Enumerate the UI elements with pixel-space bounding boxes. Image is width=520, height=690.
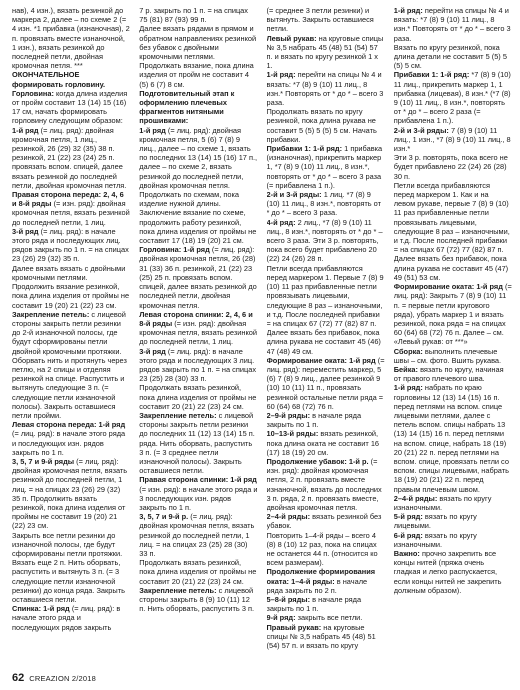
section-heading: Горловина: — [139, 245, 182, 255]
section-heading: 2–9-й ряды: — [266, 410, 311, 420]
paragraph — [139, 61, 257, 89]
paragraph-text: набрать по краю горловины 12 (13) 14 (15) 16 п. перед петлями на вспом. спице лицевыми петлями, далее с петель вспом. спицы набрать 13 (13) 14 (15) 16 п. перед петлями на вспом. спице, набрать 18 (19) 20 (21) 22 п. перед петлями на вспом. спице, провязать петли со вспом. спицы лицевыми, набрать 18 (19) 20 (21) 22 п. перед правым плечевым швом. — [393, 383, 509, 494]
section-heading: 1-й ряд: — [266, 70, 296, 80]
paragraph — [394, 549, 512, 595]
paragraph — [267, 567, 385, 595]
paragraph-text: Продолжать вязать по кругу резинкой, пока длина рукава не составит 5 (5) 5 (5) 5 см. Начать прибавки. — [266, 107, 377, 144]
paragraph — [394, 347, 512, 365]
paragraph-text: нав), 4 изн.), вязать резинкой до маркера 2, далее – по схеме 2 (= 4 изн. *1 прибавка (изнаночная), 2 п. провязать вместе изнаночной, 1 изн.), вязать резинкой до последней петли, двойная кромочная петля. *** — [12, 6, 130, 71]
paragraph-text: Далее вязать рядами в прямом и обратном направлениях резинкой без убавок с двойными кромочными петлями. — [139, 24, 257, 62]
section-heading: 9-й ряд: — [266, 613, 296, 623]
section-heading: Формирование оката: — [266, 355, 348, 365]
paragraph — [394, 181, 512, 255]
paragraph — [12, 531, 130, 605]
section-heading: 1-й ряд: — [440, 70, 470, 80]
text-column-3 — [267, 6, 385, 666]
paragraph — [139, 558, 257, 586]
paragraph-text: вязать по кругу лицевыми. — [393, 512, 477, 531]
paragraph — [267, 190, 385, 218]
section-heading: Закрепление петель: — [139, 585, 217, 595]
paragraph-text: Повторить 1–4-й ряды – всего 4 (8) 8 (10) 12 раз, пока на спицах не останется 44 п. (относится ко всем размерам). — [266, 530, 378, 568]
section-heading: 2, 4, 6 и 8-й ряды — [139, 309, 253, 328]
paragraph-text: (= лиц. ряд): двойная кромочная петля, 5 (6) 7 (8) 9 лиц., далее – по схеме 1, вязать по последних 13 (14) 15 (16) 17 п., далее – по схеме 2, вязать резинкой до последней петли, двойная кромочная петля. — [139, 125, 258, 190]
section-heading: 2, 4, 6 и 8-й ряды — [12, 190, 124, 209]
paragraph-text: Петли всегда прибавляются перед маркером 1. Как и на левом рукаве, первые 7 (8) 9 (10) 11 раз прибавленные петли провязывать лицевыми, следующие 8 раз – изнаночными, и т.д. После последней прибавки = на спицах 67 (72) 77 (82) 87 п. — [393, 180, 510, 255]
paragraph — [267, 144, 385, 190]
paragraph — [12, 227, 130, 264]
paragraph — [139, 24, 257, 61]
paragraph — [12, 6, 130, 70]
paragraph — [394, 383, 512, 493]
paragraph-text: Петли всегда прибавляются перед маркером 1. Первые 7 (8) 9 (10) 11 раз прибавленные петли провязывать лицевыми, следующие 8 раз – изнаночными, и т.д. После последней прибавки = на спицах 67 (72) 77 (82) 87 п. — [266, 263, 384, 328]
section-heading: Формирование оката: — [393, 282, 475, 292]
paragraph-text: вязать по кругу изнаночными. — [393, 493, 492, 512]
paragraph-text: в начале ряда закрыть по 2 п. — [266, 576, 368, 595]
paragraph-text: когда длина изделия от пройм составит 13 (14) 15 (16) 17 см, начать формировать горловину следующим образом: — [12, 88, 128, 126]
paragraph-text: (= лиц. ряд): в начале этого ряда и последующих лиц. рядов закрыть по 1 п. = на спицах 23 (26) 29 (32) 35 п. — [12, 226, 129, 264]
paragraph-text: (= изн. ряд): в начале этого ряда и 3 последующих изн. рядов закрыть по 1 п. — [139, 484, 258, 512]
paragraph-text: (= лиц. ряд): двойная кромочная петля, вязать резинкой до последней петли, 1 лиц. = на спицах 23 (26) 29 (32) 35 п. Продолжить вязать резинкой, пока длина изделия от проймы не составит 19 (20) 21 (22) 23 см. — [12, 456, 128, 531]
text-column-1 — [12, 6, 130, 666]
paragraph-text: (= лиц. ряд): в начале этого ряда и последующих 3 лиц. рядов закрыть по 1 п. = на спицах 23 (25) 28 (30) 33 п. — [139, 346, 257, 384]
paragraph — [12, 420, 130, 457]
paragraph-text: 7 (8) 9 (10) 11 лиц., 1 изн., *7 (8) 9 (10) 11 лиц., 8 изн.* — [393, 125, 511, 154]
section-heading: 3, 5, 7 и 9-й ряды — [12, 456, 75, 466]
section-heading: Спинка: — [12, 604, 42, 614]
paragraph — [394, 512, 512, 530]
paragraph-text: (= изн. ряд): двойная кромочная петля, вязать резинкой до последней петли, 1 лиц. — [12, 199, 130, 227]
paragraph — [267, 531, 385, 568]
paragraph-text: 7 р. закрыть по 1 п. = на спицах 75 (81) 87 (93) 99 п. — [139, 6, 248, 25]
text-column-2 — [139, 6, 257, 666]
paragraph — [139, 89, 257, 126]
paragraph-text: Эти 3 р. повторять, пока всего не будет прибавлено 22 (24) 26 (28) 30 п. — [393, 153, 508, 181]
section-heading: 2–4-й ряды: — [266, 512, 311, 522]
paragraph — [267, 70, 385, 107]
section-heading: Продолжение убавок: — [266, 456, 347, 466]
paragraph-text: (= лиц. ряд): переместить маркер, 5 (6) 7 (8) 9 лиц., далее резинкой 9 (10) 10 (11) 11 п., провязать резинкой остальные петли ряда = 60 (64) 68 (72) 76 п. — [266, 355, 385, 411]
paragraph — [267, 34, 385, 71]
paragraph — [394, 494, 512, 512]
paragraph — [12, 70, 130, 88]
paragraph — [12, 190, 130, 227]
paragraph-text: (= лиц. ряд): двойная кромочная петля, вязать резинкой до последней петли, 1 лиц. = на спицах 23 (25) 28 (30) 33 п. — [139, 512, 255, 558]
paragraph — [139, 411, 257, 475]
paragraph — [394, 43, 512, 71]
section-heading: Прибавки 1: — [266, 144, 311, 154]
paragraph-text: вязать резинкой, пока длина оката не составит 16 (17) 18 (19) 20 см. — [266, 429, 380, 457]
paragraph-text: закрыть все петли. — [297, 613, 363, 623]
paragraph — [394, 531, 512, 549]
paragraph-text: с лицевой стороны закрыть 8 (9) 10 (11) 12 п. Нить оборвать, распустить 3 п. — [139, 585, 255, 614]
section-heading: 2–4-й ряды: — [393, 493, 438, 503]
paragraph-text: Заключение вязание по схеме, продолжить работу резинкой, пока длина изделия от проймы не составит 17 (18) 19 (20) 21 см. — [139, 208, 257, 246]
paragraph — [139, 190, 257, 208]
paragraph-text: перейти на спицы № 4 и вязать: *7 (8) 9 (10) 11 лиц., 8 изн.* Повторять от * до * – всего 3 раза. — [266, 70, 384, 108]
section-heading: 1-й ряд — [349, 355, 376, 365]
section-heading: 3, 5, 7 и 9-й р. — [139, 512, 189, 522]
paragraph-text: выполнить плечевые швы – см. фото. Вшить рукава. — [393, 346, 502, 365]
paragraph — [12, 310, 130, 420]
paragraph — [267, 623, 385, 651]
paragraph-text: с лицевой стороны закрыть петли резинки до 2-й изнаночной полосы, где будут сформированы петли двойной кромочными протяжки. Оборвать нить и протянуть через петлю, на 2 спицы и отделяя резинкой на спице. Распустить и вытянуть следующие 3 п. (= следующие петли изнаночной полосы). Закрыть оставшиеся петли пройми. — [12, 309, 127, 420]
paragraph — [394, 282, 512, 346]
paragraph-text: *7 (8) 9 (10) 11 лиц., прикрепить маркер 1, 1 прибавка (лицевая), 8 изн.* (*7 (8) 9 (10) 11 лиц., 8 изн.*, повторять от * до * – всего 2 раза (= прибавлена 1 п.). — [393, 70, 511, 126]
paragraph-text: Продолжать вязать резинкой, пока длина изделия от проймы не составит 20 (21) 22 (23) 24 см. — [139, 383, 257, 411]
paragraph — [267, 613, 385, 622]
paragraph-text: вязать резинкой без убавок. — [266, 512, 382, 531]
paragraph-text: (= лиц. ряд): в начале этого ряда и последующих рядов закрыть — [12, 604, 121, 632]
section-heading: 1-й ряд — [98, 420, 126, 430]
paragraph-text: (= среднее 3 петли резинки) и вытянуть. Закрыть оставшиеся петли. — [266, 6, 374, 34]
paragraph — [267, 457, 385, 512]
paragraph-text: Далее вязать без прибавок, пока длина рукава не составит 45 (46) 47 (48) 49 см. — [266, 328, 381, 356]
section-heading: Левая сторона переда: — [12, 420, 97, 430]
paragraph — [267, 328, 385, 356]
paragraph — [12, 457, 130, 531]
section-heading: 6-й ряд: — [393, 530, 423, 540]
paragraph — [267, 107, 385, 144]
section-heading: 1-й ряд — [139, 125, 166, 135]
paragraph — [139, 245, 257, 309]
paragraph-text: на круговые спицы № 3,5 набрать 45 (48) 51 (54) 57 п. и вязать по кругу — [266, 622, 376, 651]
paragraph-text: вязать по кругу, начиная от правого плечевого шва. — [393, 364, 504, 384]
section-heading: 1-й ряд — [12, 125, 39, 135]
paragraph-text: с лицевой стороны закрыть петли резинки до последних 11 (12) 13 (14) 15 п. ряда. Нить оборвать, распустить 3 п. (= 3 среднее петли изнаночной полосы). Закрыть оставшиеся петли. — [139, 410, 255, 476]
section-heading: 2-й и 3-й ряды: — [266, 190, 322, 200]
section-heading: 3-й ряд — [12, 226, 39, 236]
section-heading: Важно: — [393, 548, 420, 558]
magazine-issue: CREAZION 2/2018 — [29, 674, 97, 683]
paragraph — [12, 89, 130, 126]
paragraph — [139, 512, 257, 558]
paragraph-text: Вязать по кругу резинкой, пока длина детали не составит 5 (5) 5 (5) 5 см. — [393, 42, 507, 71]
page-footer — [12, 672, 96, 684]
paragraph — [12, 264, 130, 310]
paragraph — [139, 310, 257, 347]
block-heading: ОКОНЧАТЕЛЬНОЕ формировать горловину. — [12, 70, 106, 89]
paragraph-text: на круговые спицы № 3,5 набрать 45 (48) 51 (54) 57 п. и вязать по кругу резинкой 1 х 1. — [266, 33, 384, 71]
paragraph — [267, 356, 385, 411]
section-heading: Левая сторона спинки: — [139, 309, 224, 319]
section-heading: Левый рукав: — [266, 33, 317, 43]
paragraph — [267, 218, 385, 264]
section-heading: Бейка: — [393, 364, 418, 374]
section-heading: 1-й ряд — [43, 604, 70, 614]
paragraph — [267, 6, 385, 34]
paragraph-text: 2 лиц., *7 (8) 9 (10) 11 лиц., 8 изн.*, повторять от * до * – всего 3 раза. Эти 3 р. повторять, пока всего будет прибавлено 20 (22) 24 (26) 28 п. — [266, 217, 383, 264]
paragraph-text: Продолжать вязать резинкой, пока длина изделия от проймы не составит 20 (21) 22 (23) 24 см. — [139, 558, 257, 586]
section-heading: Продолжение формирования оката: — [266, 567, 376, 586]
paragraph — [394, 365, 512, 383]
section-heading: Правый рукав: — [266, 622, 322, 632]
paragraph-text: (= изн. ряд): двойная кромочная петля, вязать резинкой до последней петли, 1 лиц. — [139, 318, 258, 347]
section-heading: 10–13-й ряды: — [266, 429, 319, 439]
paragraph-text: (= лиц. ряд): двойная кромочная петля, 26 (28) 31 (33) 36 п. резинкой, 21 (22) 23 (25) 25 п. провязать вспом. спицей, далее вязать резинкой до последней петли, двойная кромочная петля. — [139, 245, 257, 310]
section-heading: 1-й ряд: — [393, 383, 423, 393]
section-heading: 5-й ряд: — [393, 512, 423, 522]
section-heading: 4-й ряд: — [266, 217, 296, 227]
paragraph — [12, 604, 130, 632]
paragraph — [394, 254, 512, 282]
section-heading: Горловина: — [12, 88, 54, 98]
paragraph — [139, 6, 257, 24]
paragraph — [139, 383, 257, 411]
paragraph-text: 1 лиц. *7 (8) 9 (10) 11 лиц., 8 изн.*, повторять от * до * – всего 3 раза. — [266, 190, 381, 218]
paragraph-text: (= лиц. ряд): Закрыть 7 (8) 9 (10) 11 п. = первые петли кругового ряда), убрать маркер 1 и вязать резинкой, пока ряда = на спицах 60 (64) 68 (72) 76 п. Далее – см. «Левый рукав: от ***» — [393, 282, 512, 347]
article-columns — [12, 6, 512, 666]
section-heading: 5–8-й ряды: — [266, 595, 311, 604]
section-heading: 1-й р. — [348, 456, 369, 466]
paragraph-text: Далее вязать без прибавок, пока длина рукава не составит 45 (47) 49 (51) 53 см. — [393, 254, 509, 282]
page-number: 62 — [12, 672, 25, 684]
paragraph — [267, 429, 385, 457]
paragraph-text: (= лиц. ряд): двойная кромочная петля, 1 лиц., резинкой, 26 (29) 32 (35) 38 п. резинкой, 21 (22) 23 (24) 25 п. провязать вспом. спицей, далее вязать резинкой до последней петли, двойная кромочная петля. — [12, 125, 127, 190]
paragraph — [267, 595, 385, 613]
section-heading: 1-й ряд — [230, 475, 257, 485]
paragraph-text: в начале ряда закрыть по 1 п. — [266, 595, 362, 614]
paragraph-text: Закрыть все петли резинки до изнаночной полосы, где будут сформированы петли протяжки. Вязать еще 2 п. Нить оборвать, распустить и вытянуть 3 п. (= 3 следующие петли изнаночной резинки) до конца ряда. Закрыть оставшиеся петли. — [12, 530, 125, 604]
section-heading: Правая сторона спинки: — [139, 475, 229, 485]
section-heading: Прибавки 1: — [393, 70, 439, 80]
paragraph-text: 1 прибавка (изнаночная), прикрепить маркер 1, *7 (8) 9 (10) 11 лиц., 8 изн.*, повторять от * до * – всего 3 раза (= прибавлена 1 п.). — [266, 144, 383, 190]
paragraph-text: (= изн. ряд): двойная кромочная петля, 2 п. провязать вместе изнаночной, вязать до последних 3 п. ряда, 2 п. провязать вместе, двойная кромочная петля. — [266, 456, 382, 512]
paragraph-text: в начале ряда закрыть по 1 п. — [266, 410, 362, 430]
paragraph — [139, 126, 257, 190]
text-column-4 — [394, 6, 512, 666]
paragraph — [394, 70, 512, 125]
section-heading: Правая сторона переда: — [12, 190, 102, 200]
section-heading: Закрепление петель: — [139, 410, 217, 420]
paragraph-text: (= лиц. ряд): в начале этого ряда и последующих изн. рядов закрыть по 1 п. — [12, 429, 126, 457]
section-heading: 1-й ряд — [476, 282, 503, 292]
paragraph — [394, 6, 512, 43]
paragraph — [267, 264, 385, 328]
section-heading: Сборка: — [393, 346, 423, 356]
paragraph-text: вязать по кругу изнаночными. — [393, 530, 477, 549]
paragraph — [394, 153, 512, 181]
section-heading: 1–4-й ряды: — [291, 576, 335, 586]
paragraph — [139, 208, 257, 245]
paragraph-text: Продолжать по схемам, пока изделие нужной длины. — [139, 190, 239, 209]
section-heading: Закрепление петель: — [12, 309, 90, 319]
paragraph — [12, 126, 130, 190]
paragraph — [267, 512, 385, 530]
paragraph — [267, 411, 385, 429]
paragraph — [139, 347, 257, 384]
paragraph-text: прочно закрепить все концы нитей (пряжа очень гладкая и легко распускается, если концы нитей не закрепить должным образом). — [393, 548, 502, 595]
paragraph-text: Продолжать вязание, пока длина изделия от пройм не составит 4 (5) 6 (7) 8 см. — [139, 61, 254, 89]
paragraph — [139, 475, 257, 512]
section-heading: 1-й ряд — [183, 245, 210, 255]
paragraph-text: Далее вязать вязать с двойными кромочными петлями. Продолжить вязание резинкой, пока длина изделия от проймы не составит 19 (20) 21 (22) 23 см. — [12, 263, 130, 310]
section-heading: 2-й и 3-й ряды: — [393, 125, 449, 135]
paragraph — [139, 586, 257, 614]
section-heading: 3-й ряд — [139, 346, 166, 356]
block-heading: Подготовительный этап к оформлению плечевых фрагментов нитяными прошивками: — [139, 88, 235, 126]
paragraph — [394, 126, 512, 154]
section-heading: 1-й ряд: — [313, 144, 343, 154]
paragraph-text: перейти на спицы № 4 и вязать: *7 (8) 9 (10) 11 лиц., 8 изн.* Повторять от * до * – всего 3 раза. — [393, 6, 511, 43]
section-heading: 1-й ряд: — [393, 6, 423, 15]
